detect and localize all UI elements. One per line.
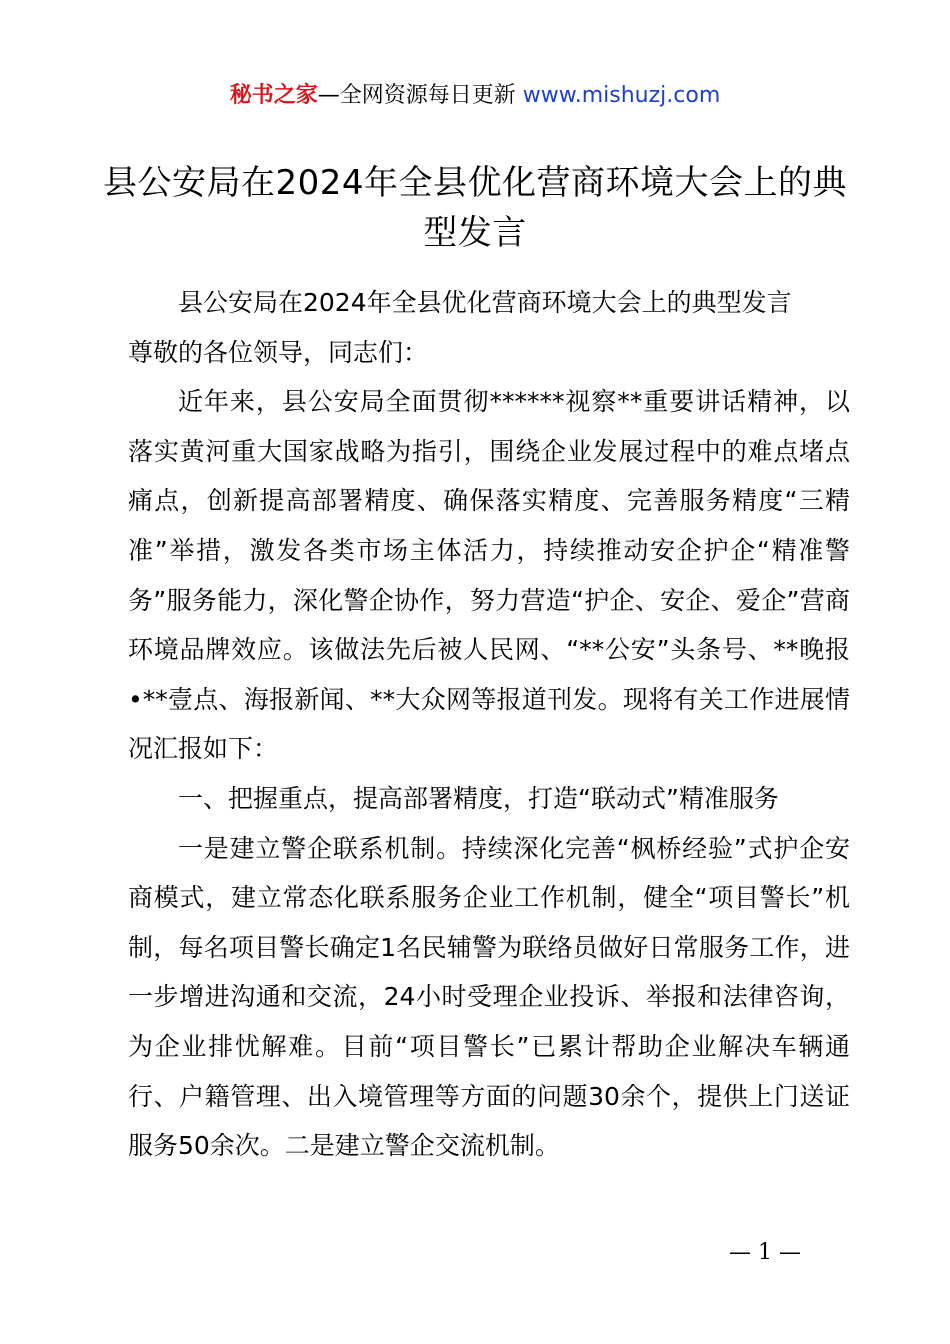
body-paragraph: 一是建立警企联系机制。持续深化完善“枫桥经验”式护企安商模式，建立常态化联系服务企业工作机制，健全“项目警长”机制，每名项目警长确定1名民辅警为联络员做好日常服务工作，进一步增进沟通和交流，24小时受理企业投诉、举报和法律咨询，为企业排忧解难。目前“项目警长”已累计帮助企业解决车辆通行、户籍管理、出入境管理等方面的问题30余个，提供上门送证服务50余次。二是建立警企交流机制。 — [128, 833, 850, 1161]
subtitle-paragraph: 县公安局在2024年全县优化营商环境大会上的典型发言 — [178, 288, 792, 317]
site-brand: 秘书之家 — [229, 83, 318, 108]
site-tagline: —全网资源每日更新 — [317, 83, 516, 108]
intro-paragraph: 近年来，县公安局全面贯彻******视察**重要讲话精神，以落实黄河重大国家战略为指引，围绕企业发展过程中的难点堵点痛点，创新提高部署精度、确保落实精度、完善服务精度“三精准”举措，激发各类市场主体活力，持续推动安企护企“精准警务”服务能力，深化警企协作，努力营造“护企、安企、爱企”营商环境品牌效应。该做法先后被人民网、“**公安”头条号、**晚报•**壹点、海报新闻、**大众网等报道刊发。现将有关工作进展情况汇报如下： — [128, 387, 850, 764]
site-header — [0, 80, 950, 112]
salutation-paragraph: 尊敬的各位领导，同志们： — [128, 337, 429, 367]
document-title: 县公安局在2024年全县优化营商环境大会上的典型发言 — [102, 163, 848, 253]
section-heading: 一、把握重点，提高部署精度，打造“联动式”精准服务 — [178, 783, 779, 813]
page-number: — 1 — — [729, 1240, 801, 1265]
document-body — [128, 278, 850, 1171]
site-url-link[interactable]: www.mishuzj.com — [522, 83, 721, 108]
